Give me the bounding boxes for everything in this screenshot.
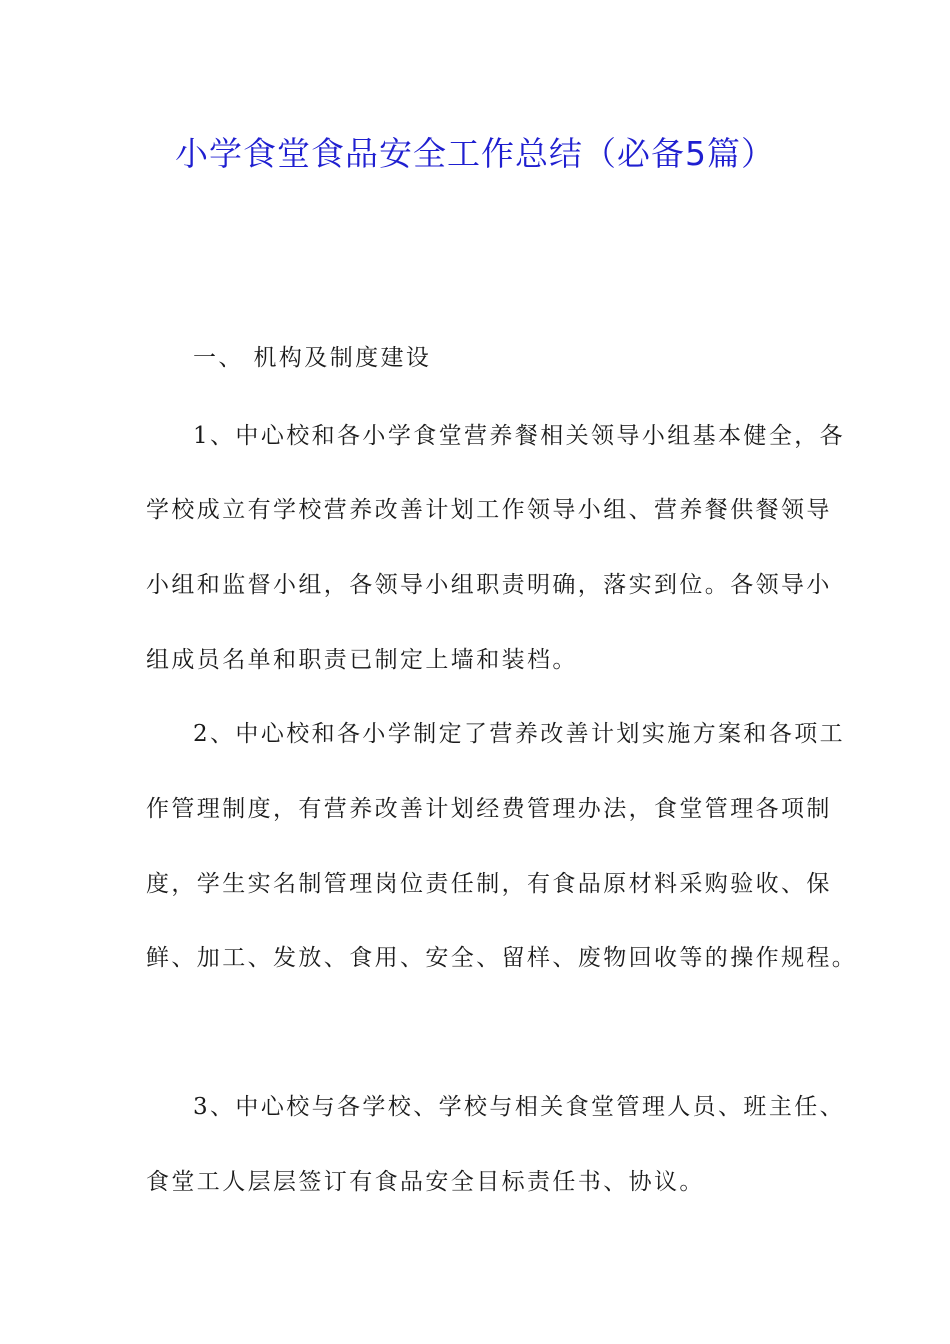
paragraph-line: 小组和监督小组，各领导小组职责明确，落实到位。各领导小	[146, 572, 832, 598]
paragraph-line: 鲜、加工、发放、食用、安全、留样、废物回收等的操作规程。	[146, 945, 858, 971]
paragraph-line: 度，学生实名制管理岗位责任制，有食品原材料采购验收、保	[146, 871, 832, 897]
paragraph-line: 2、中心校和各小学制定了营养改善计划实施方案和各项工	[193, 721, 846, 747]
paragraph-line: 组成员名单和职责已制定上墙和装档。	[146, 647, 578, 673]
paragraph-line: 作管理制度，有营养改善计划经费管理办法，食堂管理各项制	[146, 796, 832, 822]
paragraph-line: 3、中心校与各学校、学校与相关食堂管理人员、班主任、	[193, 1094, 846, 1120]
paragraph-line: 1、中心校和各小学食堂营养餐相关领导小组基本健全，各	[193, 423, 846, 449]
paragraph-line: 学校成立有学校营养改善计划工作领导小组、营养餐供餐领导	[146, 497, 832, 523]
section-heading: 一、 机构及制度建设	[193, 345, 432, 371]
document-title: 小学食堂食品安全工作总结（必备5篇）	[175, 134, 775, 173]
paragraph-line: 食堂工人层层签订有食品安全目标责任书、协议。	[146, 1169, 705, 1195]
